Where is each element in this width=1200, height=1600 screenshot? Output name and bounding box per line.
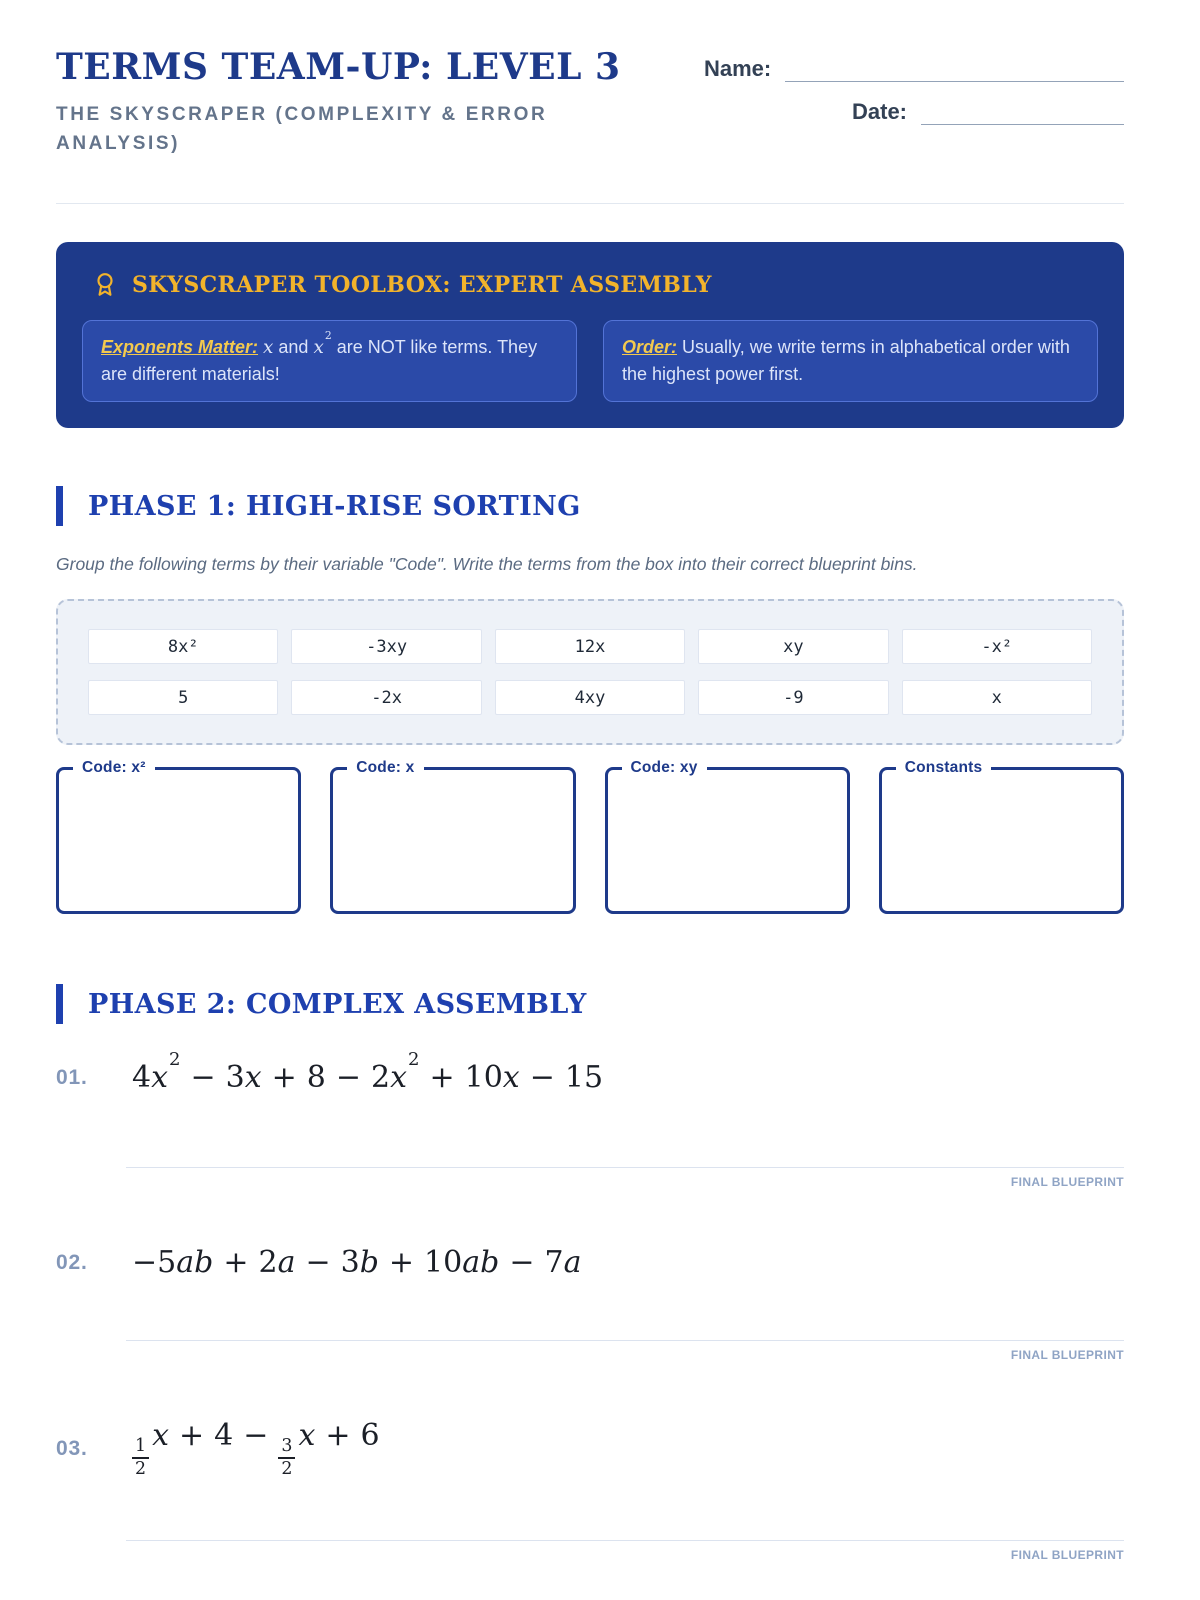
- problem-number: 02.: [56, 1250, 88, 1274]
- fraction-numerator: 3: [278, 1437, 295, 1459]
- variable: a: [277, 1245, 296, 1281]
- answer-area: [126, 1540, 1124, 1562]
- text: and: [273, 336, 314, 357]
- tip-card: [82, 320, 577, 403]
- name-date-block: [704, 46, 1124, 159]
- phase2-accent-bar: [56, 984, 63, 1024]
- header-titles: [56, 46, 621, 159]
- number: 4: [214, 1418, 234, 1454]
- answer-area: [126, 1340, 1124, 1362]
- operator: +: [271, 1060, 297, 1096]
- variable: x: [313, 336, 324, 358]
- toolbox-heading: SKYSCRAPER TOOLBOX: EXPERT ASSEMBLY: [132, 271, 712, 298]
- operator: −: [509, 1245, 535, 1281]
- tip-label: Order:: [622, 336, 678, 357]
- variable: ab: [176, 1245, 214, 1281]
- phase2-section: [56, 984, 1124, 1562]
- operator: −: [243, 1418, 269, 1454]
- sorting-bin[interactable]: [56, 759, 301, 914]
- date-field: [852, 99, 1124, 125]
- fraction-denominator: 2: [281, 1459, 293, 1480]
- name-input-line[interactable]: [785, 56, 1124, 82]
- header-divider: [56, 203, 1124, 204]
- operator: +: [179, 1418, 205, 1454]
- toolbox-header: [82, 272, 1098, 298]
- variable: x: [298, 1418, 316, 1454]
- operator: −: [335, 1060, 361, 1096]
- number: 8: [306, 1060, 326, 1096]
- problem-expression: [132, 1418, 380, 1480]
- number: 7: [544, 1245, 564, 1281]
- phase1-header: [56, 486, 1124, 526]
- variable: x: [263, 336, 274, 358]
- term-chip[interactable]: 12x: [495, 629, 685, 664]
- number: 6: [360, 1418, 380, 1454]
- fraction: [278, 1437, 295, 1480]
- problem-number: 03.: [56, 1437, 88, 1461]
- variable: x: [151, 1060, 169, 1096]
- number: 2: [258, 1245, 278, 1281]
- phase1-section: [56, 486, 1124, 914]
- sorting-bin[interactable]: [605, 759, 850, 914]
- term-bank: [56, 599, 1124, 745]
- problem-row: [56, 1418, 1124, 1562]
- final-blueprint-label: FINAL BLUEPRINT: [1010, 1175, 1124, 1190]
- operator: −: [529, 1060, 555, 1096]
- name-label: Name:: [704, 56, 772, 81]
- variable: x: [244, 1060, 262, 1096]
- number: 4: [132, 1060, 152, 1096]
- number: 10: [424, 1245, 463, 1281]
- problem-row: [56, 1245, 1124, 1362]
- problem-number: 01.: [56, 1065, 88, 1089]
- sorting-bins: [56, 759, 1124, 914]
- bin-label: Code: xy: [630, 759, 698, 777]
- term-chip[interactable]: -x²: [902, 629, 1092, 664]
- term-chip-grid: [88, 629, 1092, 715]
- term-chip[interactable]: 8x²: [88, 629, 278, 664]
- problem-row: [56, 1049, 1124, 1190]
- bin-label: Code: x: [356, 759, 415, 777]
- operator: −: [190, 1060, 216, 1096]
- bin-label: Constants: [904, 759, 983, 777]
- fraction-numerator: 1: [132, 1437, 149, 1459]
- operator: +: [223, 1245, 249, 1281]
- operator: +: [325, 1418, 351, 1454]
- text: are NOT like terms. They are different materials!: [101, 336, 538, 385]
- term-chip[interactable]: 5: [88, 680, 278, 715]
- tip-card: [603, 320, 1098, 403]
- phase2-heading: PHASE 2: COMPLEX ASSEMBLY: [88, 988, 587, 1020]
- term-chip[interactable]: 4xy: [495, 680, 685, 715]
- toolbox-tips: [82, 320, 1098, 403]
- bin-label: Code: x²: [82, 759, 146, 777]
- number: 15: [564, 1060, 604, 1096]
- answer-line[interactable]: [126, 1167, 1124, 1168]
- answer-area: [126, 1167, 1124, 1189]
- variable: b: [359, 1245, 379, 1281]
- date-input-line[interactable]: [921, 99, 1124, 125]
- number: 3: [225, 1060, 245, 1096]
- phase2-header: [56, 984, 1124, 1024]
- term-chip[interactable]: xy: [698, 629, 888, 664]
- phase1-accent-bar: [56, 486, 63, 526]
- award-ribbon-icon: [92, 272, 118, 298]
- fraction-denominator: 2: [135, 1459, 147, 1480]
- problems-list: [56, 1049, 1124, 1562]
- variable: x: [390, 1060, 408, 1096]
- sorting-bin[interactable]: [879, 759, 1124, 914]
- problem-expression: [132, 1245, 581, 1280]
- problem-head: [56, 1049, 1124, 1096]
- superscript: 2: [169, 1049, 181, 1071]
- header: [56, 46, 1124, 159]
- name-field: [704, 56, 1124, 82]
- operator: +: [388, 1245, 415, 1281]
- answer-line[interactable]: [126, 1540, 1124, 1541]
- number: 3: [340, 1245, 360, 1281]
- problem-expression: [132, 1049, 604, 1096]
- page-title: TERMS TEAM-UP: LEVEL 3: [56, 46, 621, 88]
- term-chip[interactable]: x: [902, 680, 1092, 715]
- toolbox-panel: [56, 242, 1124, 429]
- number: 10: [464, 1060, 503, 1096]
- text: Usually, we write terms in alphabetical order with the highest power first.: [622, 336, 1070, 384]
- operator: +: [429, 1060, 455, 1096]
- problem-head: [56, 1245, 1124, 1280]
- superscript: 2: [408, 1049, 420, 1071]
- final-blueprint-label: FINAL BLUEPRINT: [1010, 1348, 1124, 1363]
- term-chip[interactable]: -3xy: [291, 629, 481, 664]
- sorting-bin[interactable]: [330, 759, 575, 914]
- phase1-instruction: Group the following terms by their variable "Code". Write the terms from the box into their correct blueprint bins.: [56, 554, 918, 575]
- variable: a: [563, 1245, 582, 1281]
- tip-label: Exponents Matter:: [101, 336, 259, 357]
- phase1-heading: PHASE 1: HIGH-RISE SORTING: [88, 490, 581, 522]
- date-label: Date:: [852, 99, 908, 124]
- variable: x: [502, 1060, 520, 1096]
- term-chip[interactable]: -9: [698, 680, 888, 715]
- page-subtitle: THE SKYSCRAPER (COMPLEXITY & ERROR ANALYSIS): [56, 104, 548, 155]
- variable: x: [152, 1418, 169, 1454]
- answer-line[interactable]: [126, 1340, 1124, 1341]
- number: 2: [371, 1060, 391, 1096]
- number: 5: [157, 1245, 177, 1281]
- number: −: [132, 1245, 158, 1281]
- superscript: 2: [324, 329, 332, 343]
- fraction: [132, 1437, 149, 1480]
- operator: −: [305, 1245, 331, 1281]
- variable: ab: [462, 1245, 500, 1281]
- final-blueprint-label: FINAL BLUEPRINT: [1010, 1547, 1124, 1562]
- term-chip[interactable]: -2x: [291, 680, 481, 715]
- problem-head: [56, 1418, 1124, 1480]
